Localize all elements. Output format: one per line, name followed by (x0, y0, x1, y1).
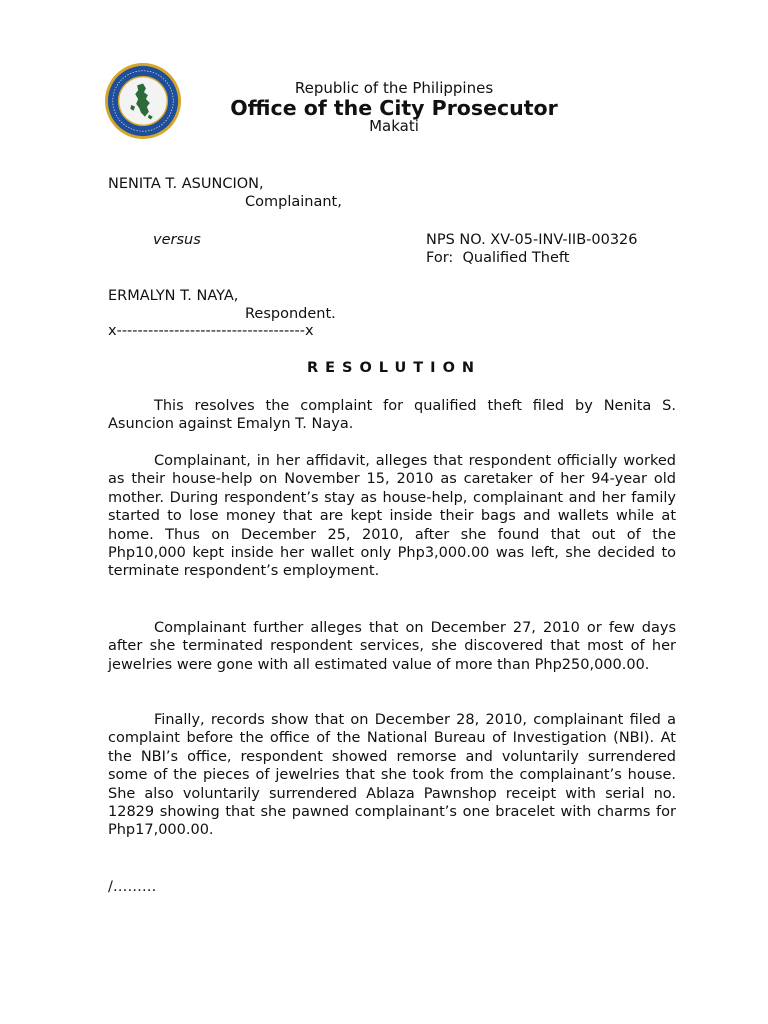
complainant-role: Complainant, (245, 194, 342, 210)
header-republic: Republic of the Philippines (294, 79, 494, 97)
paragraph-3: Complainant further alleges that on December 27, 2010 or few days after she terminated respondent services, she discovered that most of her jewelries were gone with all estimated value of more than Php250,000.00. (108, 620, 676, 673)
department-of-justice-seal-icon (104, 62, 182, 140)
versus-label: versus (153, 232, 201, 248)
paragraph-2: Complainant, in her affidavit, alleges that respondent officially worked as their house-help on November 15, 2010 as caretaker of her 94-year old mother. During respondent’s stay as house-help, complainant and her family started to lose money that are kept inside their bags and wallets while at home. Thus on December 25, 2010, after she found that out of the Php10,000 kept inside her wallet only Php3,000.00 was left, she decided to terminate respondent’s employment. (108, 453, 676, 580)
respondent-role: Respondent. (245, 306, 336, 322)
case-number: NPS NO. XV-05-INV-IIB-00326 (426, 232, 638, 248)
paragraph-1: This resolves the complaint for qualified theft filed by Nenita S. Asuncion against Emalyn T. Naya. (108, 398, 676, 433)
paragraph-4: Finally, records show that on December 28, 2010, complainant filed a complaint before the office of the National Bureau of Investigation (NBI). At the NBI’s office, respondent showed remorse and voluntarily surrendered some of the pieces of jewelries that she took from the complainant’s house. She also voluntarily surrendered Ablaza Pawnshop receipt with serial no. 12829 showing that she pawned complainant’s one bracelet with charms for Php17,000.00. (108, 712, 676, 839)
case-for: For: Qualified Theft (426, 250, 570, 266)
resolution-title: RESOLUTION (306, 360, 482, 376)
respondent-name: ERMALYN T. NAYA, (108, 288, 239, 304)
continuation-marker: /……… (108, 879, 157, 895)
caption-separator: x------------------------------------x (108, 323, 314, 339)
complainant-name: NENITA T. ASUNCION, (108, 176, 264, 192)
header-city: Makati (369, 117, 419, 135)
header-office: Office of the City Prosecutor (230, 96, 558, 120)
